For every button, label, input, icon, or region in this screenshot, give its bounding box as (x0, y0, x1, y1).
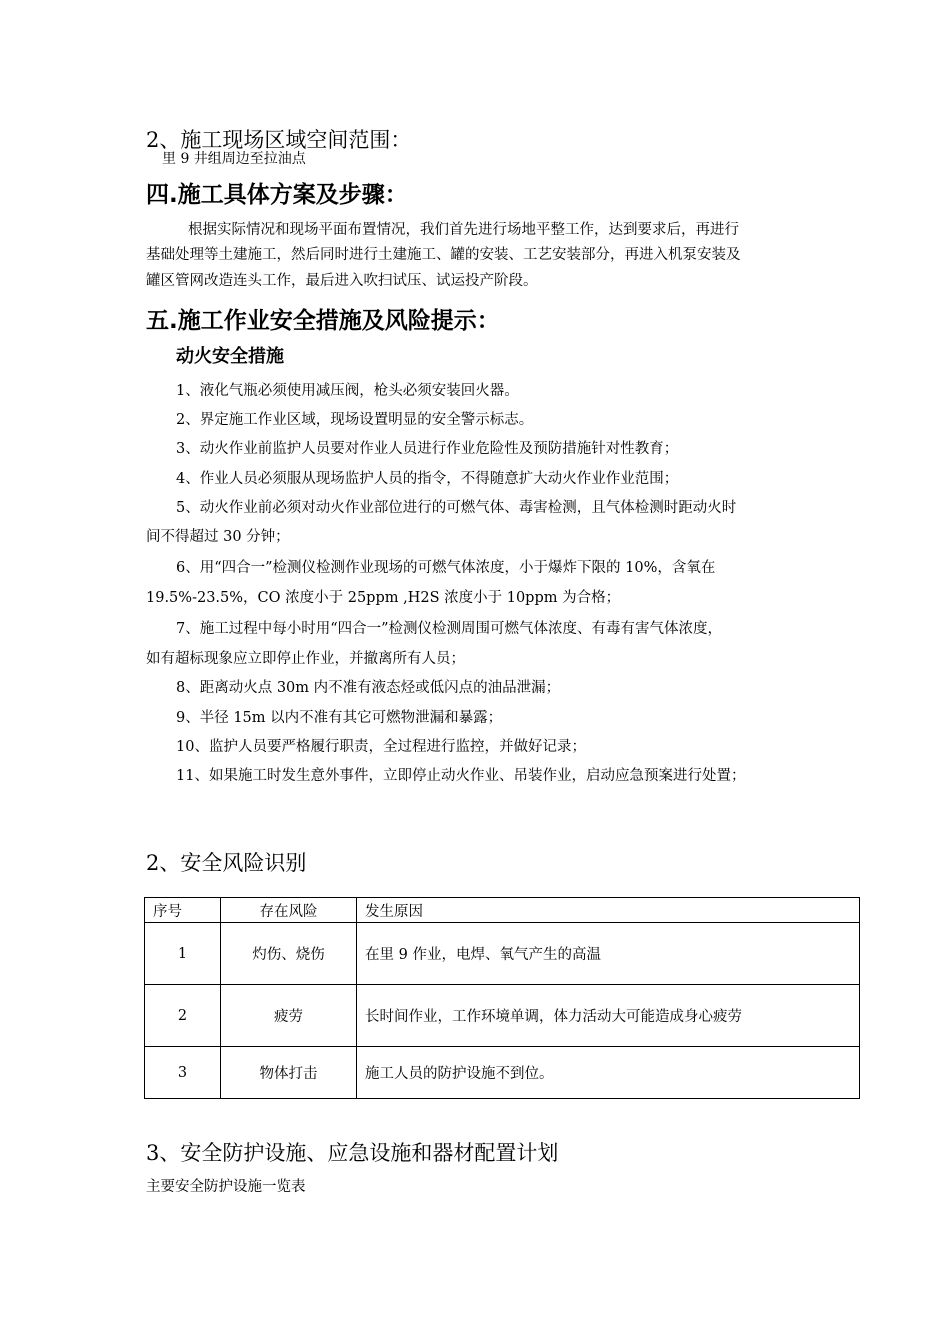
section-4-line: 基础处理等土建施工，然后同时进行土建施工、罐的安装、工艺安装部分，再进入机泵安装及 (146, 247, 741, 263)
fire-item: 1、液化气瓶必须使用减压阀，枪头必须安装回火器。 (176, 383, 519, 399)
fire-item: 7、施工过程中每小时用“四合一”检测仪检测周围可燃气体浓度、有毒有害气体浓度， (176, 621, 723, 637)
fire-item: 11、如果施工时发生意外事件，立即停止动火作业、吊装作业，启动应急预案进行处置； (176, 768, 746, 784)
table-cell: 物体打击 (221, 1047, 357, 1099)
table-row (145, 985, 860, 1047)
section-2-title: 2、施工现场区域空间范围： (146, 128, 412, 152)
section-4-title: 四.施工具体方案及步骤： (146, 182, 408, 208)
risk-table (144, 897, 860, 1099)
fire-item: 5、动火作业前必须对动火作业部位进行的可燃气体、毒害检测，且气体检测时距动火时 (176, 500, 737, 516)
table-cell: 长时间作业，工作环境单调，体力活动大可能造成身心疲劳 (357, 985, 860, 1047)
fire-item: 间不得超过 30 分钟； (146, 529, 290, 545)
table-row (145, 923, 860, 985)
fire-item: 如有超标现象应立即停止作业，并撤离所有人员； (146, 651, 465, 667)
table-cell: 在里 9 作业，电焊、氧气产生的高温 (357, 923, 860, 985)
fire-item: 10、监护人员要严格履行职责，全过程进行监控，并做好记录； (176, 739, 586, 755)
table-row (145, 1047, 860, 1099)
fire-item: 3、动火作业前监护人员要对作业人员进行作业危险性及预防措施针对性教育； (176, 441, 679, 457)
fire-item: 19.5%-23.5%，CO 浓度小于 25ppm ,H2S 浓度小于 10ppm 为合格； (146, 590, 621, 606)
section-4-line: 罐区管网改造连头工作，最后进入吹扫试压、试运投产阶段。 (146, 273, 538, 289)
risk-section-title: 2、安全风险识别 (146, 851, 307, 875)
section-4-line: 根据实际情况和现场平面布置情况，我们首先进行场地平整工作，达到要求后，再进行 (188, 222, 739, 238)
fire-item: 8、距离动火点 30m 内不准有液态烃或低闪点的油品泄漏； (176, 680, 561, 696)
table-header-row (145, 898, 860, 923)
section-5-title: 五.施工作业安全措施及风险提示： (146, 308, 500, 334)
fire-item: 6、用“四合一”检测仪检测作业现场的可燃气体浓度，小于爆炸下限的 10%，含氧在 (176, 560, 716, 576)
header-cell: 存在风险 (221, 898, 357, 923)
table-cell: 施工人员的防护设施不到位。 (357, 1047, 860, 1099)
header-cell: 发生原因 (357, 898, 860, 923)
fire-item: 2、界定施工作业区域，现场设置明显的安全警示标志。 (176, 412, 534, 428)
section-2-body: 里 9 井组周边至拉油点 (162, 151, 306, 167)
section-3-subtitle: 主要安全防护设施一览表 (146, 1179, 306, 1195)
fire-item: 9、半径 15m 以内不准有其它可燃物泄漏和暴露； (176, 710, 503, 726)
table-cell: 2 (145, 985, 221, 1047)
section-3-title: 3、安全防护设施、应急设施和器材配置计划 (146, 1141, 559, 1165)
table-cell: 1 (145, 923, 221, 985)
fire-item: 4、作业人员必须服从现场监护人员的指令，不得随意扩大动火作业作业范围； (176, 471, 679, 487)
header-cell: 序号 (145, 898, 221, 923)
table-cell: 3 (145, 1047, 221, 1099)
table-cell: 疲劳 (221, 985, 357, 1047)
table-cell: 灼伤、烧伤 (221, 923, 357, 985)
fire-safety-title: 动火安全措施 (176, 346, 284, 367)
